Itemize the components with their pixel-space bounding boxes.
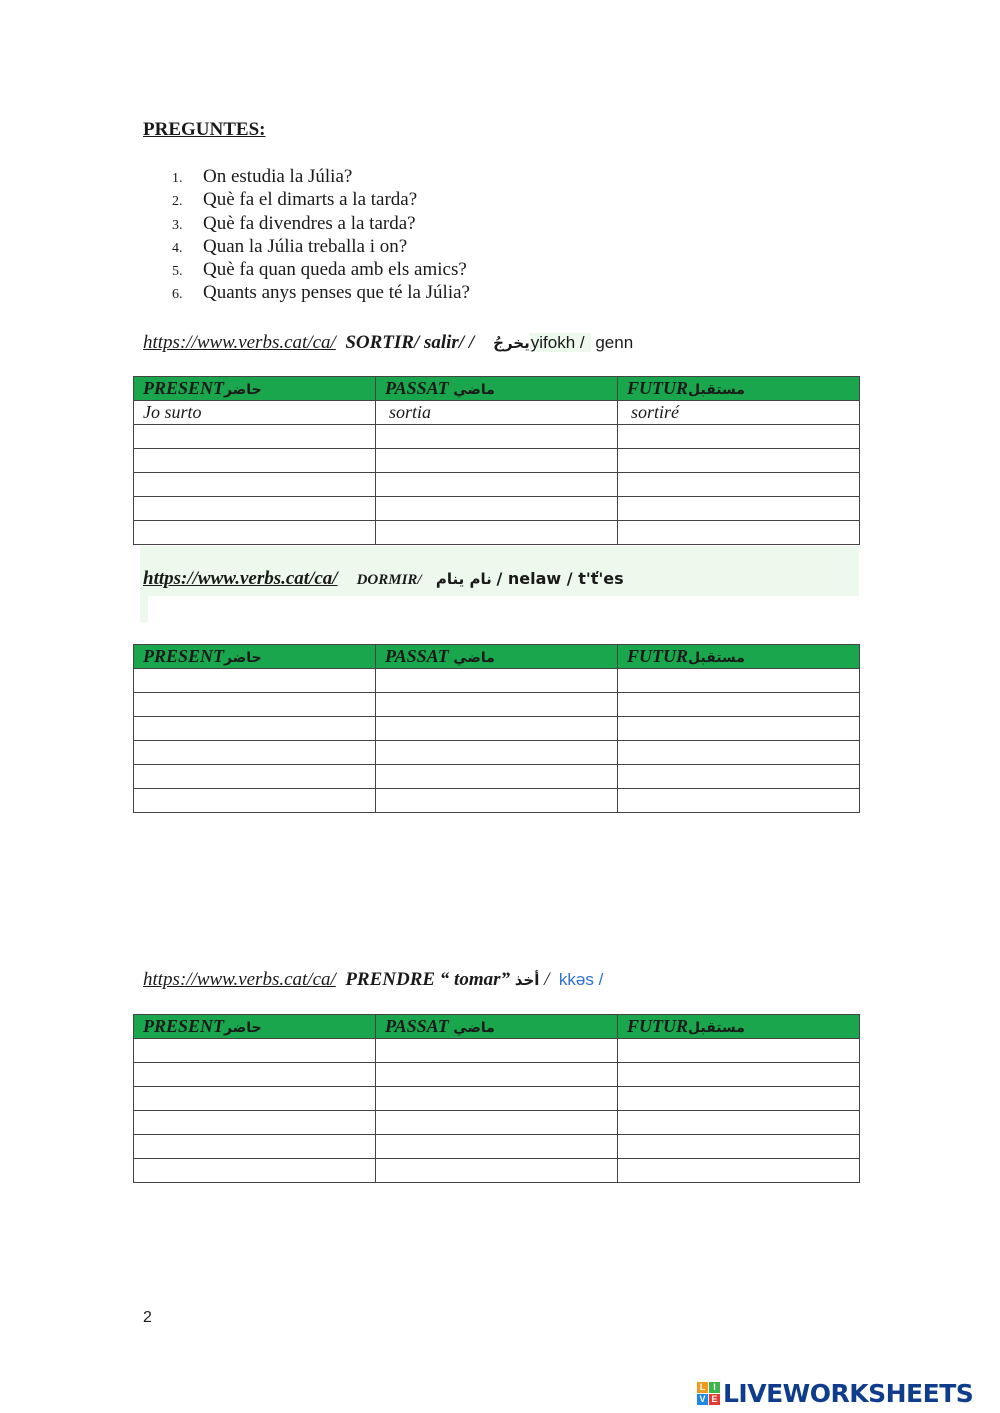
table-row xyxy=(134,789,860,813)
table-cell[interactable] xyxy=(376,425,618,449)
table-header-row xyxy=(134,645,860,669)
table-row xyxy=(134,497,860,521)
table-cell[interactable] xyxy=(618,789,860,813)
prendre-verb: PRENDRE “ tomar” xyxy=(345,969,511,990)
table-cell[interactable] xyxy=(376,741,618,765)
question-text: On estudia la Júlia? xyxy=(203,166,353,187)
liveworksheets-logo xyxy=(697,1378,973,1408)
dormir-verb-line xyxy=(143,568,624,590)
table-row xyxy=(134,473,860,497)
table-cell[interactable] xyxy=(376,1039,618,1063)
table-cell[interactable] xyxy=(618,717,860,741)
table-row xyxy=(134,717,860,741)
table-row xyxy=(134,425,860,449)
table-cell[interactable] xyxy=(134,1159,376,1183)
table-cell[interactable] xyxy=(618,497,860,521)
table-row xyxy=(134,1087,860,1111)
table-cell[interactable] xyxy=(376,1063,618,1087)
passat-header: PASSAT ماضي xyxy=(376,1015,618,1039)
table-cell[interactable] xyxy=(376,521,618,545)
table-cell[interactable] xyxy=(376,789,618,813)
table-cell[interactable] xyxy=(134,425,376,449)
prendre-conjugation-table xyxy=(133,1014,860,1183)
table-cell[interactable] xyxy=(618,425,860,449)
sortir-conjugation-table xyxy=(133,376,860,545)
dormir-arabic: نام ينام xyxy=(435,570,492,588)
table-cell[interactable] xyxy=(376,693,618,717)
table-row xyxy=(134,1159,860,1183)
table-cell[interactable] xyxy=(376,473,618,497)
sortir-tamazight: yifokh / xyxy=(530,333,591,352)
dormir-highlight-tail xyxy=(140,596,148,622)
table-cell[interactable] xyxy=(618,1087,860,1111)
table-cell[interactable] xyxy=(618,693,860,717)
table-cell[interactable] xyxy=(134,789,376,813)
questions-list xyxy=(172,165,470,305)
logo-icon: L I V E xyxy=(697,1382,720,1405)
list-item: 5. Què fa quan queda amb els amics? xyxy=(172,259,467,281)
futur-header: FUTURمستقبل xyxy=(618,377,860,401)
list-item: 2. Què fa el dimarts a la tarda? xyxy=(172,189,418,211)
list-item: 1. On estudia la Júlia? xyxy=(172,166,353,187)
table-row xyxy=(134,669,860,693)
table-cell[interactable]: sortiré xyxy=(618,401,860,425)
table-row xyxy=(134,741,860,765)
table-cell[interactable]: sortia xyxy=(376,401,618,425)
table-cell[interactable] xyxy=(376,765,618,789)
dormir-verb: DORMIR/ xyxy=(356,572,422,588)
table-row xyxy=(134,765,860,789)
table-cell[interactable] xyxy=(134,717,376,741)
logo-text: LIVEWORKSHEETS xyxy=(723,1378,974,1408)
question-text: Quants anys penses que té la Júlia? xyxy=(203,282,470,304)
table-cell[interactable] xyxy=(376,1135,618,1159)
table-header-row xyxy=(134,377,860,401)
table-cell[interactable] xyxy=(376,497,618,521)
sortir-verb-line xyxy=(143,332,633,354)
dormir-rest: / nelaw / t'ť'es xyxy=(496,569,624,588)
table-cell[interactable] xyxy=(134,473,376,497)
table-cell[interactable] xyxy=(618,741,860,765)
dormir-conjugation-table xyxy=(133,644,860,813)
table-cell[interactable] xyxy=(134,449,376,473)
present-header: PRESENTحاضر xyxy=(134,645,376,669)
question-text: Què fa quan queda amb els amics? xyxy=(203,259,467,281)
present-header: PRESENTحاضر xyxy=(134,377,376,401)
table-cell[interactable] xyxy=(134,1135,376,1159)
table-cell[interactable] xyxy=(376,669,618,693)
page-number: 2 xyxy=(143,1309,152,1326)
futur-header: FUTURمستقبل xyxy=(618,1015,860,1039)
table-cell[interactable] xyxy=(376,717,618,741)
table-cell[interactable] xyxy=(134,765,376,789)
table-row xyxy=(134,521,860,545)
table-cell[interactable] xyxy=(134,1039,376,1063)
table-cell[interactable] xyxy=(134,521,376,545)
table-cell[interactable] xyxy=(618,521,860,545)
table-cell[interactable] xyxy=(618,1135,860,1159)
table-cell[interactable]: Jo surto xyxy=(134,401,376,425)
table-cell[interactable] xyxy=(376,1111,618,1135)
table-cell[interactable] xyxy=(376,1159,618,1183)
question-text: Què fa divendres a la tarda? xyxy=(203,212,416,234)
table-cell[interactable] xyxy=(134,497,376,521)
table-cell[interactable] xyxy=(618,1111,860,1135)
table-cell[interactable] xyxy=(618,449,860,473)
table-cell[interactable] xyxy=(134,693,376,717)
table-row xyxy=(134,401,860,425)
table-cell[interactable] xyxy=(134,669,376,693)
prendre-url-link[interactable]: https://www.verbs.cat/ca/ xyxy=(143,969,336,990)
table-cell[interactable] xyxy=(618,1159,860,1183)
table-row xyxy=(134,1063,860,1087)
prendre-slash: / xyxy=(544,969,550,990)
table-cell[interactable] xyxy=(376,449,618,473)
futur-header: FUTURمستقبل xyxy=(618,645,860,669)
table-row xyxy=(134,693,860,717)
sortir-verb: SORTIR/ salir/ / xyxy=(345,332,475,353)
present-header: PRESENTحاضر xyxy=(134,1015,376,1039)
table-cell[interactable] xyxy=(618,1063,860,1087)
sortir-arabic: يخرجُ xyxy=(493,334,530,352)
prendre-verb-line xyxy=(143,969,603,991)
table-cell[interactable] xyxy=(618,1039,860,1063)
table-header-row xyxy=(134,1015,860,1039)
sortir-url-link[interactable]: https://www.verbs.cat/ca/ xyxy=(143,332,336,353)
prendre-arabic: أخذ xyxy=(514,971,540,989)
prendre-other: kkəs / xyxy=(558,970,604,989)
table-cell[interactable] xyxy=(134,1111,376,1135)
table-row xyxy=(134,1111,860,1135)
list-item: 3. Què fa divendres a la tarda? xyxy=(172,212,416,234)
table-cell[interactable] xyxy=(618,669,860,693)
table-cell[interactable] xyxy=(134,741,376,765)
list-item: 6. Quants anys penses que té la Júlia? xyxy=(172,282,470,304)
table-cell[interactable] xyxy=(376,1087,618,1111)
sortir-other: genn xyxy=(595,333,634,352)
table-row xyxy=(134,1039,860,1063)
table-cell[interactable] xyxy=(618,473,860,497)
table-row xyxy=(134,449,860,473)
table-cell[interactable] xyxy=(134,1087,376,1111)
passat-header: PASSAT ماضي xyxy=(376,377,618,401)
passat-header: PASSAT ماضي xyxy=(376,645,618,669)
dormir-url-link[interactable]: https://www.verbs.cat/ca/ xyxy=(143,568,338,589)
page-heading: PREGUNTES: xyxy=(143,119,266,140)
question-text: Què fa el dimarts a la tarda? xyxy=(203,189,418,211)
table-row xyxy=(134,1135,860,1159)
question-text: Quan la Júlia treballa i on? xyxy=(203,235,408,257)
list-item: 4. Quan la Júlia treballa i on? xyxy=(172,235,408,257)
table-cell[interactable] xyxy=(618,765,860,789)
table-cell[interactable] xyxy=(134,1063,376,1087)
